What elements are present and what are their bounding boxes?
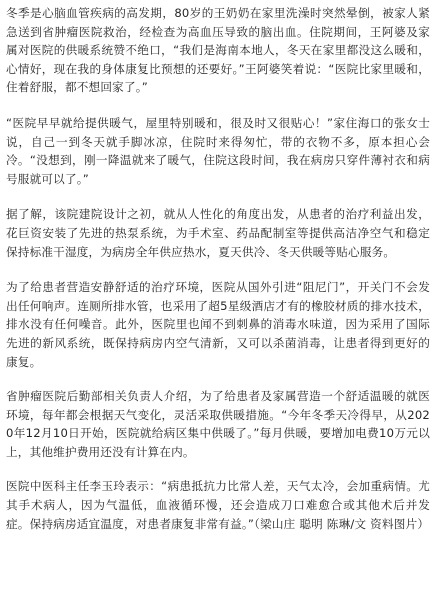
article-paragraph-3: 据了解，该院建院设计之初，就从人性化的角度出发，从患者的治疗利益出发，花巨资安装了先进的热泵系统，为手术室、药品配制室等提供高洁净空气和稳定保持标准干湿度，为病房全年供应热水，夏天供冷、冬天供暖等贴心服务。: [6, 207, 430, 259]
article-paragraph-2: “医院早早就给提供暖气，屋里特别暖和，很及时又很贴心！”家住海口的张女士说，自己一到冬天就手脚冰凉，住院时来得匆忙，带的衣物不多，原本担心会冷。“没想到，刚一降温就来了暖气，住院这段时间，我在病房只穿件薄衬衣和病号服就可以了。”: [6, 115, 430, 186]
article-paragraph-1: 冬季是心脑血管疾病的高发期，80岁的王奶奶在家里洗澡时突然晕倒，被家人紧急送到省肿瘤医院救治，经检查为高血压导致的脑出血。住院期间，王阿婆及家属对医院的供暖系统赞不绝口，“我们是海南本地人，冬天在家里都没这么暖和，心情好，现在我的身体康复比预想的还要好。”王阿婆笑着说：“医院比家里暖和，住着舒服，都不想回家了。”: [6, 6, 430, 95]
article-paragraph-4: 为了给患者营造安静舒适的治疗环境，医院从国外引进“阻尼门”，开关门不会发出任何响声。连厕所排水管，也采用了超5星级酒店才有的橡胶材质的排水技术，排水没有任何噪音。此外，医院里也闻不到刺鼻的消毒水味道，因为采用了国际先进的新风系统，既保持病房内空气清新，又可以杀菌消毒，让患者得到更好的康复。: [6, 280, 430, 369]
article-paragraph-5: 省肿瘤医院后勤部相关负责人介绍，为了给患者及家属营造一个舒适温暖的就医环境，每年都会根据天气变化，灵活采取供暖措施。“今年冬季天冷得早，从2020年12月10日开始，医院就给病区集中供暖了。”每月供暖，要增加电费10万元以上，其他维护费用还没有计算在内。: [6, 389, 430, 459]
article-paragraph-6: 医院中医科主任李玉玲表示：“病患抵抗力比常人差，天气太冷，会加重病情。尤其手术病人，因为气温低，血液循环慢，还会造成刀口难愈合或其他术后并发症。保持病房适宜温度，对患者康复非常有益。”（梁山庄 聪明 陈琳/文 资料图片）: [6, 479, 430, 531]
